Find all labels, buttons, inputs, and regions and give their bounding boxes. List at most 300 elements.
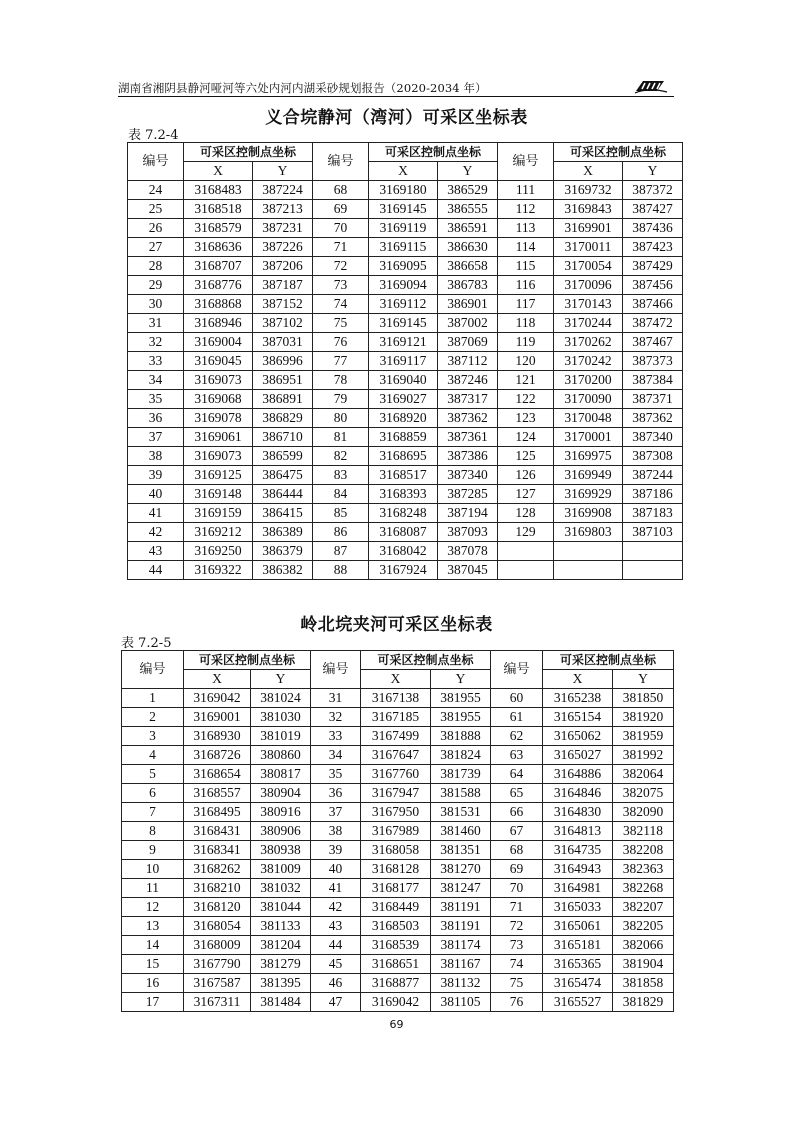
point-number-cell: 70 [313,219,369,238]
point-number-cell: 43 [128,542,184,561]
y-coordinate-cell: 386630 [438,238,498,257]
point-number-cell: 37 [311,803,361,822]
table1-title: 义合垸静河（湾河）可采区坐标表 [265,108,528,128]
y-coordinate-cell: 381395 [251,974,311,993]
y-coordinate-cell: 381955 [431,689,491,708]
point-number-cell: 36 [311,784,361,803]
y-coordinate-cell: 381030 [251,708,311,727]
x-coordinate-cell: 3169975 [554,447,623,466]
y-coordinate-cell: 387371 [623,390,683,409]
x-coordinate-cell: 3165238 [543,689,613,708]
point-number-cell: 80 [313,409,369,428]
x-coordinate-cell: 3168877 [361,974,431,993]
x-coordinate-cell: 3168058 [361,841,431,860]
point-number-cell: 128 [498,504,554,523]
point-number-cell: 44 [311,936,361,955]
table-row [128,466,683,485]
point-number-cell: 32 [311,708,361,727]
point-number-cell: 31 [128,314,184,333]
x-coordinate-cell: 3167760 [361,765,431,784]
point-number-cell: 2 [122,708,184,727]
table-row [128,352,683,371]
y-coordinate-cell: 387423 [623,238,683,257]
point-number-cell: 35 [311,765,361,784]
x-coordinate-cell: 3169145 [369,314,438,333]
x-coordinate-cell: 3170262 [554,333,623,352]
y-coordinate-cell: 382090 [613,803,674,822]
y-coordinate-cell: 380938 [251,841,311,860]
y-coordinate-cell: 381829 [613,993,674,1012]
point-number-cell: 16 [122,974,184,993]
table-row [128,333,683,352]
point-number-cell: 71 [491,898,543,917]
table-row [122,708,674,727]
x-coordinate-cell: 3167950 [361,803,431,822]
y-coordinate-cell: 381992 [613,746,674,765]
y-coordinate-cell: 381167 [431,955,491,974]
table-row [128,504,683,523]
y-coordinate-cell: 387112 [438,352,498,371]
point-number-cell: 76 [313,333,369,352]
point-number-cell: 112 [498,200,554,219]
point-number-cell: 38 [311,822,361,841]
point-number-cell: 126 [498,466,554,485]
point-number-cell: 72 [491,917,543,936]
y-coordinate-cell: 387386 [438,447,498,466]
column-header-x: X [361,670,431,689]
y-coordinate-cell: 387226 [253,238,313,257]
x-coordinate-cell: 3169040 [369,371,438,390]
y-coordinate-cell: 381588 [431,784,491,803]
point-number-cell: 3 [122,727,184,746]
y-coordinate-cell: 387231 [253,219,313,238]
x-coordinate-cell: 3164886 [543,765,613,784]
x-coordinate-cell: 3167138 [361,689,431,708]
y-coordinate-cell: 382207 [613,898,674,917]
y-coordinate-cell: 381133 [251,917,311,936]
x-coordinate-cell: 3169042 [184,689,251,708]
point-number-cell [498,542,554,561]
x-coordinate-cell: 3170200 [554,371,623,390]
point-number-cell: 11 [122,879,184,898]
point-number-cell: 17 [122,993,184,1012]
point-number-cell: 42 [311,898,361,917]
x-coordinate-cell: 3169148 [184,485,253,504]
x-coordinate-cell: 3168707 [184,257,253,276]
y-coordinate-cell: 386555 [438,200,498,219]
x-coordinate-cell: 3169004 [184,333,253,352]
y-coordinate-cell: 381132 [431,974,491,993]
x-coordinate-cell: 3167499 [361,727,431,746]
point-number-cell: 43 [311,917,361,936]
y-coordinate-cell: 386475 [253,466,313,485]
x-coordinate-cell: 3170143 [554,295,623,314]
x-coordinate-cell: 3168930 [184,727,251,746]
x-coordinate-cell: 3170090 [554,390,623,409]
y-coordinate-cell: 387362 [438,409,498,428]
y-coordinate-cell: 386996 [253,352,313,371]
y-coordinate-cell: 387467 [623,333,683,352]
point-number-cell: 74 [313,295,369,314]
y-coordinate-cell: 381351 [431,841,491,860]
point-number-cell: 84 [313,485,369,504]
y-coordinate-cell: 381850 [613,689,674,708]
x-coordinate-cell: 3168449 [361,898,431,917]
column-header-y: Y [613,670,674,689]
y-coordinate-cell: 381191 [431,898,491,917]
point-number-cell: 36 [128,409,184,428]
y-coordinate-cell: 387285 [438,485,498,504]
y-coordinate-cell: 386951 [253,371,313,390]
column-header-x: X [184,162,253,181]
x-coordinate-cell: 3168393 [369,485,438,504]
table-row [122,993,674,1012]
point-number-cell: 73 [491,936,543,955]
point-number-cell: 5 [122,765,184,784]
column-header-number: 编号 [128,143,184,181]
point-number-cell: 70 [491,879,543,898]
x-coordinate-cell: 3165474 [543,974,613,993]
y-coordinate-cell: 387308 [623,447,683,466]
y-coordinate-cell: 381009 [251,860,311,879]
x-coordinate-cell: 3168517 [369,466,438,485]
point-number-cell: 32 [128,333,184,352]
x-coordinate-cell: 3164830 [543,803,613,822]
table-row [128,371,683,390]
table-row [122,689,674,708]
y-coordinate-cell: 387340 [623,428,683,447]
point-number-cell: 33 [128,352,184,371]
point-number-cell: 118 [498,314,554,333]
x-coordinate-cell: 3168262 [184,860,251,879]
column-header-number: 编号 [122,651,184,689]
x-coordinate-cell: 3164813 [543,822,613,841]
point-number-cell [498,561,554,580]
point-number-cell: 29 [128,276,184,295]
y-coordinate-cell: 381032 [251,879,311,898]
y-coordinate-cell: 387373 [623,352,683,371]
y-coordinate-cell: 382208 [613,841,674,860]
point-number-cell: 45 [311,955,361,974]
point-number-cell: 125 [498,447,554,466]
point-number-cell: 78 [313,371,369,390]
y-coordinate-cell: 386783 [438,276,498,295]
y-coordinate-cell: 387361 [438,428,498,447]
point-number-cell: 33 [311,727,361,746]
column-header-y: Y [253,162,313,181]
y-coordinate-cell: 387436 [623,219,683,238]
y-coordinate-cell: 381019 [251,727,311,746]
y-coordinate-cell [623,542,683,561]
column-header-coordinates: 可采区控制点坐标 [184,143,313,162]
point-number-cell: 46 [311,974,361,993]
y-coordinate-cell: 380916 [251,803,311,822]
x-coordinate-cell: 3165527 [543,993,613,1012]
table-row [122,974,674,993]
table-row [122,955,674,974]
column-header-coordinates: 可采区控制点坐标 [369,143,498,162]
y-coordinate-cell: 386529 [438,181,498,200]
x-coordinate-cell: 3169117 [369,352,438,371]
y-coordinate-cell: 386389 [253,523,313,542]
x-coordinate-cell: 3169045 [184,352,253,371]
y-coordinate-cell: 387340 [438,466,498,485]
table-row [128,295,683,314]
report-title-header: 湖南省湘阴县静河哑河等六处内河内湖采砂规划报告（2020-2034 年） [118,81,487,95]
table2-title: 岭北垸夹河可采区坐标表 [300,615,493,635]
table-row [128,238,683,257]
y-coordinate-cell: 386891 [253,390,313,409]
point-number-cell: 41 [311,879,361,898]
point-number-cell: 27 [128,238,184,257]
y-coordinate-cell: 382075 [613,784,674,803]
x-coordinate-cell: 3164735 [543,841,613,860]
point-number-cell: 75 [313,314,369,333]
x-coordinate-cell: 3168128 [361,860,431,879]
x-coordinate-cell: 3168248 [369,504,438,523]
y-coordinate-cell: 380904 [251,784,311,803]
x-coordinate-cell: 3170011 [554,238,623,257]
point-number-cell: 13 [122,917,184,936]
x-coordinate-cell: 3169121 [369,333,438,352]
point-number-cell: 38 [128,447,184,466]
x-coordinate-cell: 3169322 [184,561,253,580]
table-row [122,898,674,917]
table-row [128,428,683,447]
x-coordinate-cell: 3168651 [361,955,431,974]
page-number: 69 [389,1018,404,1031]
y-coordinate-cell: 387078 [438,542,498,561]
column-header-x: X [554,162,623,181]
y-coordinate-cell: 380817 [251,765,311,784]
column-header-y: Y [251,670,311,689]
point-number-cell: 8 [122,822,184,841]
x-coordinate-cell: 3168868 [184,295,253,314]
column-header-coordinates: 可采区控制点坐标 [361,651,491,670]
y-coordinate-cell: 381904 [613,955,674,974]
point-number-cell: 88 [313,561,369,580]
table-row [128,523,683,542]
table-row [128,181,683,200]
x-coordinate-cell: 3169095 [369,257,438,276]
x-coordinate-cell: 3164981 [543,879,613,898]
y-coordinate-cell: 381204 [251,936,311,955]
y-coordinate-cell: 381270 [431,860,491,879]
x-coordinate-cell: 3170244 [554,314,623,333]
point-number-cell: 61 [491,708,543,727]
y-coordinate-cell: 386829 [253,409,313,428]
y-coordinate-cell: 381024 [251,689,311,708]
x-coordinate-cell: 3169078 [184,409,253,428]
point-number-cell: 76 [491,993,543,1012]
y-coordinate-cell: 387152 [253,295,313,314]
x-coordinate-cell: 3169949 [554,466,623,485]
point-number-cell: 68 [491,841,543,860]
x-coordinate-cell: 3169073 [184,447,253,466]
point-number-cell: 66 [491,803,543,822]
point-number-cell: 69 [491,860,543,879]
x-coordinate-cell: 3169112 [369,295,438,314]
point-number-cell: 39 [311,841,361,860]
y-coordinate-cell: 387429 [623,257,683,276]
y-coordinate-cell: 386599 [253,447,313,466]
table-row [122,936,674,955]
y-coordinate-cell: 381858 [613,974,674,993]
point-number-cell: 119 [498,333,554,352]
point-number-cell: 81 [313,428,369,447]
point-number-cell: 122 [498,390,554,409]
x-coordinate-cell: 3168503 [361,917,431,936]
table2-coordinates [121,650,674,1012]
x-coordinate-cell: 3169180 [369,181,438,200]
point-number-cell: 60 [491,689,543,708]
x-coordinate-cell: 3169001 [184,708,251,727]
x-coordinate-cell [554,542,623,561]
table-row [122,746,674,765]
y-coordinate-cell: 386591 [438,219,498,238]
point-number-cell: 10 [122,860,184,879]
x-coordinate-cell: 3167947 [361,784,431,803]
y-coordinate-cell: 386710 [253,428,313,447]
point-number-cell: 82 [313,447,369,466]
point-number-cell: 1 [122,689,184,708]
y-coordinate-cell: 387183 [623,504,683,523]
column-header-number: 编号 [498,143,554,181]
y-coordinate-cell: 387456 [623,276,683,295]
table-row [128,485,683,504]
x-coordinate-cell: 3169027 [369,390,438,409]
point-number-cell: 86 [313,523,369,542]
column-header-coordinates: 可采区控制点坐标 [543,651,674,670]
table-row [122,727,674,746]
column-header-y: Y [438,162,498,181]
table-row [122,841,674,860]
column-header-x: X [369,162,438,181]
y-coordinate-cell: 381959 [613,727,674,746]
x-coordinate-cell: 3168087 [369,523,438,542]
point-number-cell: 87 [313,542,369,561]
x-coordinate-cell: 3168859 [369,428,438,447]
x-coordinate-cell: 3169094 [369,276,438,295]
point-number-cell: 114 [498,238,554,257]
x-coordinate-cell [554,561,623,580]
table-row [128,409,683,428]
x-coordinate-cell: 3168946 [184,314,253,333]
x-coordinate-cell: 3168495 [184,803,251,822]
y-coordinate-cell: 387362 [623,409,683,428]
table-row [128,447,683,466]
y-coordinate-cell: 387093 [438,523,498,542]
point-number-cell: 44 [128,561,184,580]
y-coordinate-cell: 386444 [253,485,313,504]
table-row [128,542,683,561]
x-coordinate-cell: 3167587 [184,974,251,993]
point-number-cell: 34 [128,371,184,390]
table-row [128,200,683,219]
point-number-cell: 41 [128,504,184,523]
x-coordinate-cell: 3167647 [361,746,431,765]
y-coordinate-cell: 387472 [623,314,683,333]
y-coordinate-cell: 387194 [438,504,498,523]
y-coordinate-cell: 381888 [431,727,491,746]
y-coordinate-cell: 381460 [431,822,491,841]
y-coordinate-cell: 381484 [251,993,311,1012]
table-row [122,860,674,879]
y-coordinate-cell: 387224 [253,181,313,200]
x-coordinate-cell: 3169061 [184,428,253,447]
point-number-cell: 40 [128,485,184,504]
x-coordinate-cell: 3168636 [184,238,253,257]
x-coordinate-cell: 3170096 [554,276,623,295]
point-number-cell: 26 [128,219,184,238]
y-coordinate-cell: 387187 [253,276,313,295]
y-coordinate-cell: 386382 [253,561,313,580]
point-number-cell: 4 [122,746,184,765]
y-coordinate-cell: 380906 [251,822,311,841]
point-number-cell: 116 [498,276,554,295]
point-number-cell: 71 [313,238,369,257]
point-number-cell: 28 [128,257,184,276]
point-number-cell: 30 [128,295,184,314]
column-header-y: Y [431,670,491,689]
point-number-cell: 73 [313,276,369,295]
y-coordinate-cell: 382268 [613,879,674,898]
table-row [122,917,674,936]
x-coordinate-cell: 3167311 [184,993,251,1012]
point-number-cell: 83 [313,466,369,485]
point-number-cell: 9 [122,841,184,860]
y-coordinate-cell: 381279 [251,955,311,974]
x-coordinate-cell: 3168726 [184,746,251,765]
x-coordinate-cell: 3164943 [543,860,613,879]
point-number-cell: 65 [491,784,543,803]
x-coordinate-cell: 3168431 [184,822,251,841]
x-coordinate-cell: 3169250 [184,542,253,561]
x-coordinate-cell: 3165033 [543,898,613,917]
point-number-cell: 64 [491,765,543,784]
point-number-cell: 115 [498,257,554,276]
y-coordinate-cell: 387372 [623,181,683,200]
x-coordinate-cell: 3167185 [361,708,431,727]
column-header-number: 编号 [313,143,369,181]
table-row [122,784,674,803]
column-header-coordinates: 可采区控制点坐标 [184,651,311,670]
x-coordinate-cell: 3165062 [543,727,613,746]
y-coordinate-cell: 382064 [613,765,674,784]
point-number-cell: 40 [311,860,361,879]
x-coordinate-cell: 3169908 [554,504,623,523]
y-coordinate-cell: 386901 [438,295,498,314]
x-coordinate-cell: 3168654 [184,765,251,784]
column-header-x: X [543,670,613,689]
point-number-cell: 85 [313,504,369,523]
y-coordinate-cell: 382118 [613,822,674,841]
x-coordinate-cell: 3164846 [543,784,613,803]
x-coordinate-cell: 3165027 [543,746,613,765]
y-coordinate-cell: 382066 [613,936,674,955]
y-coordinate-cell: 382205 [613,917,674,936]
x-coordinate-cell: 3168695 [369,447,438,466]
x-coordinate-cell: 3169125 [184,466,253,485]
x-coordinate-cell: 3169901 [554,219,623,238]
x-coordinate-cell: 3169145 [369,200,438,219]
point-number-cell: 129 [498,523,554,542]
column-header-number: 编号 [311,651,361,689]
x-coordinate-cell: 3168557 [184,784,251,803]
y-coordinate-cell: 381955 [431,708,491,727]
y-coordinate-cell: 382363 [613,860,674,879]
point-number-cell: 68 [313,181,369,200]
